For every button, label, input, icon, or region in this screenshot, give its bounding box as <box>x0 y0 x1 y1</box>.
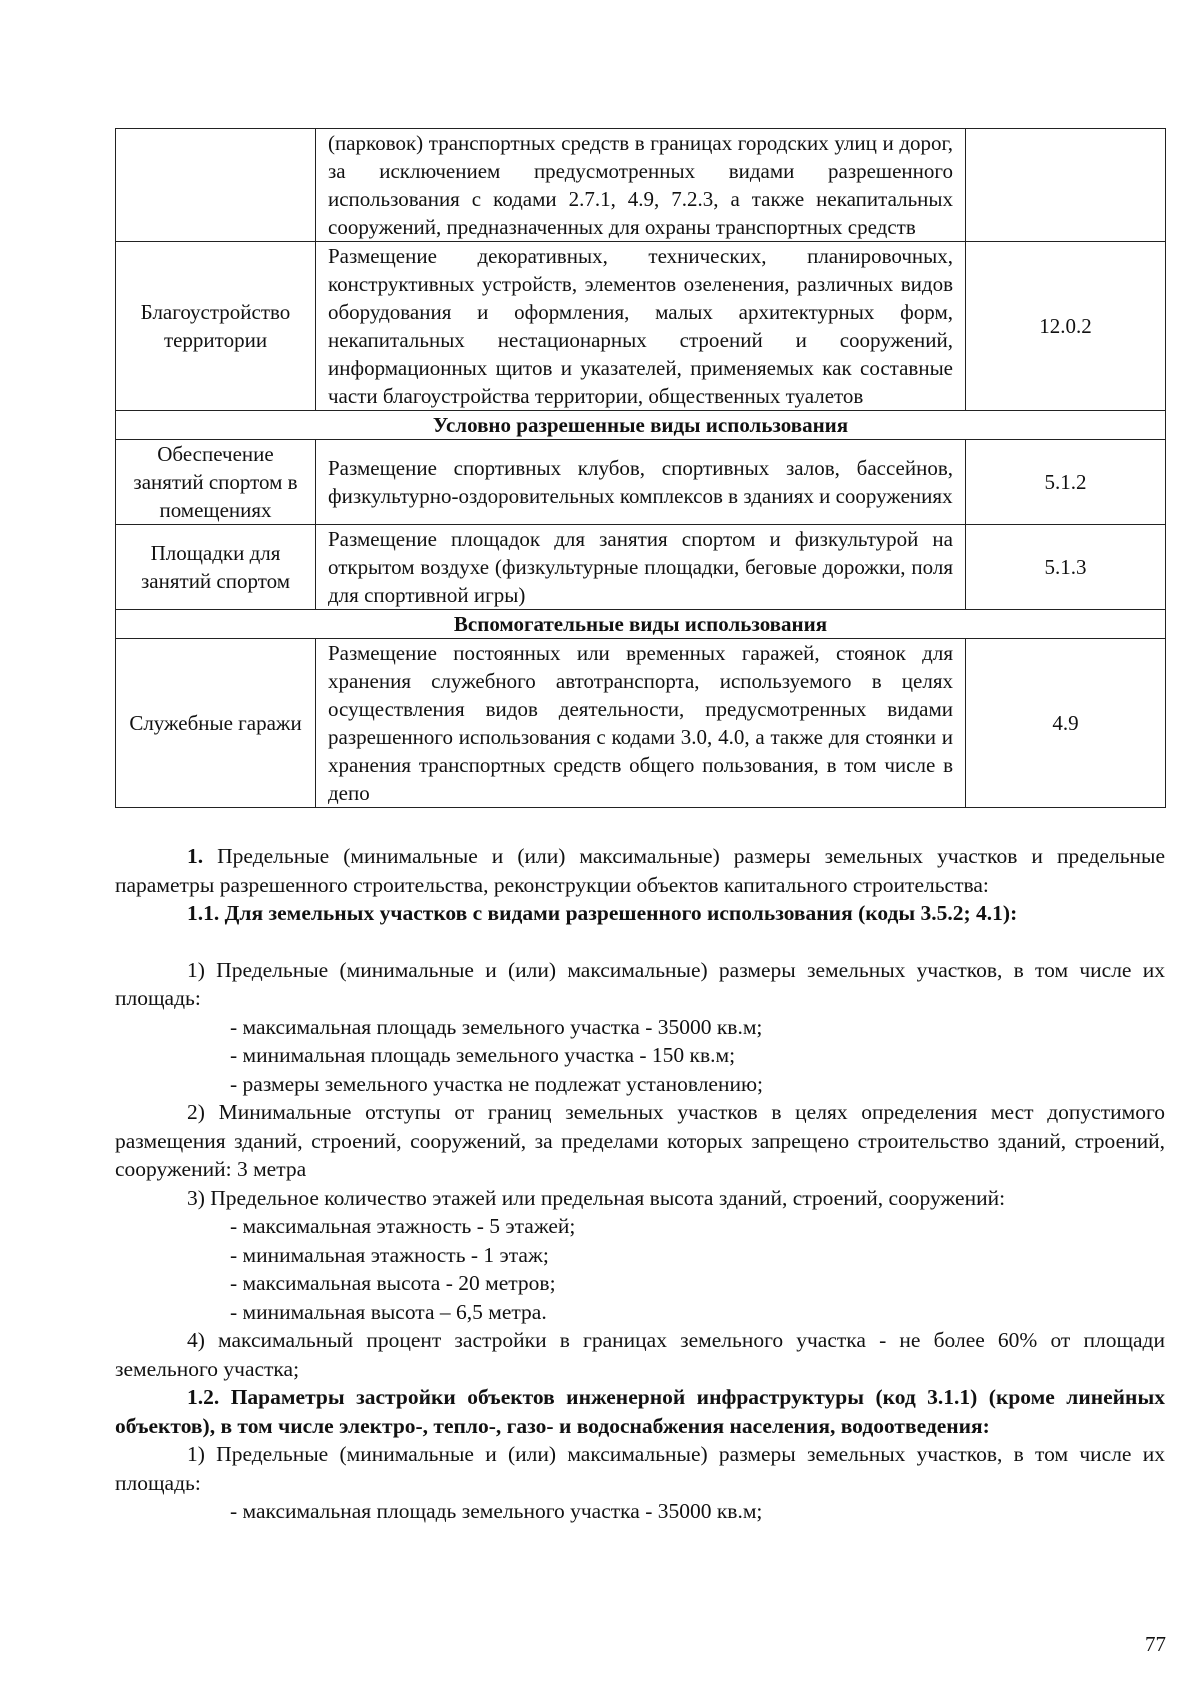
table-row <box>116 129 1166 242</box>
section-title: Условно разрешенные виды использования <box>116 411 1166 440</box>
item-1: 1) Предельные (минимальные и (или) максимальные) размеры земельных участков, в том числе их площадь: <box>115 957 1165 1010</box>
use-type-code: 12.0.2 <box>966 242 1166 411</box>
use-type-code <box>966 129 1166 242</box>
use-type-code: 5.1.2 <box>966 440 1166 525</box>
item-3-a: - максимальная этажность - 5 этажей; <box>230 1214 576 1238</box>
item-3-d: - минимальная высота – 6,5 метра. <box>230 1299 547 1324</box>
heading-1-1 <box>115 899 1165 928</box>
use-type-description: Размещение площадок для занятия спортом и физкультурой на открытом воздухе (физкультурные площадки, беговые дорожки, поля для спортивной игры) <box>316 525 966 610</box>
item-3: 3) Предельное количество этажей или предельная высота зданий, строений, сооружений: <box>187 1185 1006 1210</box>
use-type-name: Служебные гаражи <box>116 639 316 808</box>
use-type-name <box>116 129 316 242</box>
table-row <box>116 525 1166 610</box>
heading-1-1-number: 1.1 <box>187 901 214 925</box>
use-type-name: Благоустройство территории <box>116 242 316 411</box>
item-1-a: - максимальная площадь земельного участка - 35000 кв.м; <box>230 1014 763 1039</box>
item-4: 4) максимальный процент застройки в границах земельного участка - не более 60% от площади земельного участка; <box>115 1328 1165 1381</box>
item-2: 2) Минимальные отступы от границ земельных участков в целях определения мест допустимого размещения зданий, строений, сооружений, за пределами которых запрещено строительство зданий, строений, сооружений: 3 метра <box>115 1100 1165 1181</box>
use-type-code: 4.9 <box>966 639 1166 808</box>
paragraph-1 <box>115 842 1165 899</box>
use-type-description: (парковок) транспортных средств в границах городских улиц и дорог, за исключением предусмотренных видами разрешенного использования с кодами 2.7.1, 4.9, 7.2.3, а также некапитальных сооружений, предназначенных для охраны транспортных средств <box>316 129 966 242</box>
use-type-name: Обеспечение занятий спортом в помещениях <box>116 440 316 525</box>
section-title: Вспомогательные виды использования <box>116 610 1166 639</box>
item-3-b: - минимальная этажность - 1 этаж; <box>230 1242 549 1267</box>
body-text <box>115 842 1165 1526</box>
item-1-c: - размеры земельного участка не подлежат установлению; <box>230 1071 764 1096</box>
item-1-b: - минимальная площадь земельного участка - 150 кв.м; <box>230 1043 736 1067</box>
use-type-description: Размещение постоянных или временных гаражей, стоянок для хранения служебного автотранспорта, используемого в целях осуществления видов деятельности, предусмотренных видами разрешенного использования с кодами 3.0, 4.0, а также для стоянки и хранения транспортных средств общего пользования, в том числе в депо <box>316 639 966 808</box>
section-header-row <box>116 411 1166 440</box>
use-type-description: Размещение декоративных, технических, планировочных, конструктивных устройств, элементов озеленения, различных видов оборудования и оформления, малых архитектурных форм, некапитальных нестационарных строений и сооружений, информационных щитов и указателей, применяемых как составные части благоустройства территории, общественных туалетов <box>316 242 966 411</box>
spacer <box>115 928 1165 956</box>
use-type-description: Размещение спортивных клубов, спортивных залов, бассейнов, физкультурно-оздоровительных комплексов в зданиях и сооружениях <box>316 440 966 525</box>
table-row <box>116 639 1166 808</box>
paragraph-1-number: 1. <box>187 844 204 868</box>
table-row <box>116 440 1166 525</box>
paragraph-1-text: Предельные (минимальные и (или) максимальные) размеры земельных участков и предельные параметры разрешенного строительства, реконструкции объектов капитального строительства: <box>115 844 1165 897</box>
use-type-name: Площадки для занятий спортом <box>116 525 316 610</box>
page-number: 77 <box>1145 1632 1166 1656</box>
table-row <box>116 242 1166 411</box>
table-body <box>116 129 1166 808</box>
land-use-table <box>115 128 1166 808</box>
item-1-2-1-a: - максимальная площадь земельного участка - 35000 кв.м; <box>230 1499 763 1523</box>
section-header-row <box>116 610 1166 639</box>
heading-1-1-text: . Для земельных участков с видами разрешенного использования (коды 3.5.2; 4.1): <box>213 901 1018 925</box>
heading-1-2: 1.2. Параметры застройки объектов инженерной инфраструктуры (код 3.1.1) (кроме линейных объектов), в том числе электро-, тепло-, газо- и водоснабжения населения, водоотведения: <box>115 1385 1165 1438</box>
item-1-2-1: 1) Предельные (минимальные и (или) максимальные) размеры земельных участков, в том числе их площадь: <box>115 1442 1165 1495</box>
page-content <box>115 128 1165 1526</box>
item-3-c: - максимальная высота - 20 метров; <box>230 1271 556 1295</box>
use-type-code: 5.1.3 <box>966 525 1166 610</box>
